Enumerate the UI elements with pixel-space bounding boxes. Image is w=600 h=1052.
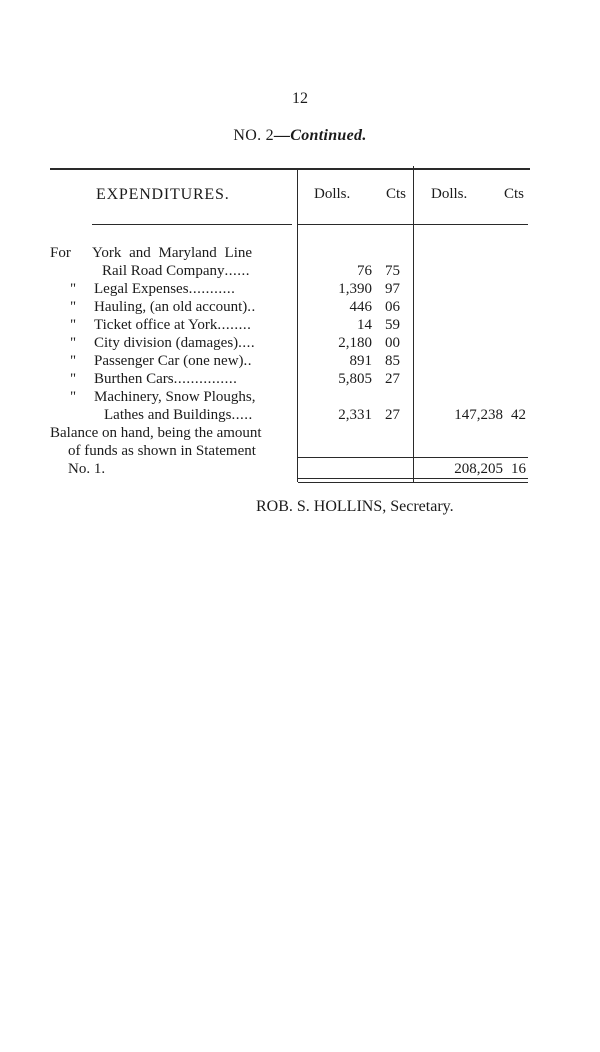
row-cents: 59 [385, 317, 400, 333]
total-dollars-column-header: Dolls. [431, 186, 468, 202]
row-description: Lathes and Buildings [104, 407, 232, 423]
balance-line-2: of funds as shown in Statement [68, 443, 256, 459]
row-description: York and Maryland Line [92, 245, 253, 261]
table-number: NO. 2 [233, 127, 274, 144]
signatory-name: ROB. S. HOLLINS, [256, 498, 387, 515]
page-number: 12 [292, 90, 308, 107]
row-description: Machinery, Snow Ploughs, [94, 389, 256, 405]
leader-dots: ..... [231, 407, 253, 423]
table-heading [0, 127, 600, 145]
table-row [0, 298, 600, 316]
balance-total-cents: 16 [511, 461, 526, 477]
row-dollars: 1,390 [338, 281, 372, 297]
balance-row [0, 460, 600, 478]
leader-dots: ...... [224, 263, 250, 279]
table-row [0, 334, 600, 352]
leader-dots: .. [243, 353, 253, 369]
row-total-dollars: 147,238 [454, 407, 503, 423]
row-description: Hauling, (an old account) [94, 299, 248, 315]
row-description: Rail Road Company [102, 263, 225, 279]
signature [256, 498, 454, 516]
row-cents: 97 [385, 281, 400, 297]
bottom-rule-1 [298, 478, 528, 479]
row-prefix: For [50, 245, 71, 261]
row-description: Ticket office at York [94, 317, 218, 333]
dollars-column-header: Dolls. [314, 186, 351, 202]
balance-row [0, 424, 600, 442]
cents-column-header: Cts [386, 186, 407, 202]
table-row [0, 316, 600, 334]
row-dollars: 2,180 [338, 335, 372, 351]
row-cents: 27 [385, 371, 400, 387]
row-prefix: " [70, 389, 77, 405]
row-cents: 75 [385, 263, 400, 279]
table-row [0, 280, 600, 298]
balance-row [0, 442, 600, 460]
row-prefix: " [70, 299, 77, 315]
row-cents: 85 [385, 353, 400, 369]
leader-dots: ........... [188, 281, 236, 297]
leader-dots: ........ [217, 317, 252, 333]
bottom-rule-2 [298, 482, 528, 483]
table-row [0, 370, 600, 388]
expenditures-column-header: EXPENDITURES. [96, 186, 230, 203]
row-dollars: 5,805 [338, 371, 372, 387]
leader-dots: .. [247, 299, 256, 315]
row-prefix: " [70, 353, 77, 369]
balance-line-1: Balance on hand, being the amount [50, 425, 262, 441]
row-cents: 00 [385, 335, 400, 351]
table-row [0, 406, 600, 424]
row-cents: 06 [385, 299, 400, 315]
total-cents-column-header: Cts [504, 186, 525, 202]
signatory-title: Secretary. [390, 498, 454, 515]
row-dollars: 76 [357, 263, 372, 279]
top-rule [50, 168, 530, 170]
continued-label: —Continued. [273, 127, 367, 144]
row-dollars: 446 [349, 299, 372, 315]
row-prefix: " [70, 281, 77, 297]
row-description: Passenger Car (one new) [94, 353, 244, 369]
leader-dots: ............... [173, 371, 238, 387]
table-row [0, 262, 600, 280]
row-description: City division (damages) [94, 335, 239, 351]
leader-dots: .... [238, 335, 256, 351]
table-row [0, 352, 600, 370]
row-description: Legal Expenses [94, 281, 189, 297]
row-prefix: " [70, 371, 77, 387]
row-prefix: " [70, 335, 77, 351]
row-dollars: 14 [357, 317, 372, 333]
table-row [0, 244, 600, 262]
header-bottom-rule-left [92, 224, 292, 225]
balance-total-dollars: 208,205 [454, 461, 503, 477]
row-total-cents: 42 [511, 407, 526, 423]
row-cents: 27 [385, 407, 400, 423]
table-row [0, 388, 600, 406]
balance-line-3: No. 1. [68, 461, 106, 477]
row-prefix: " [70, 317, 77, 333]
row-description: Burthen Cars [94, 371, 174, 387]
row-dollars: 2,331 [338, 407, 372, 423]
row-dollars: 891 [349, 353, 372, 369]
